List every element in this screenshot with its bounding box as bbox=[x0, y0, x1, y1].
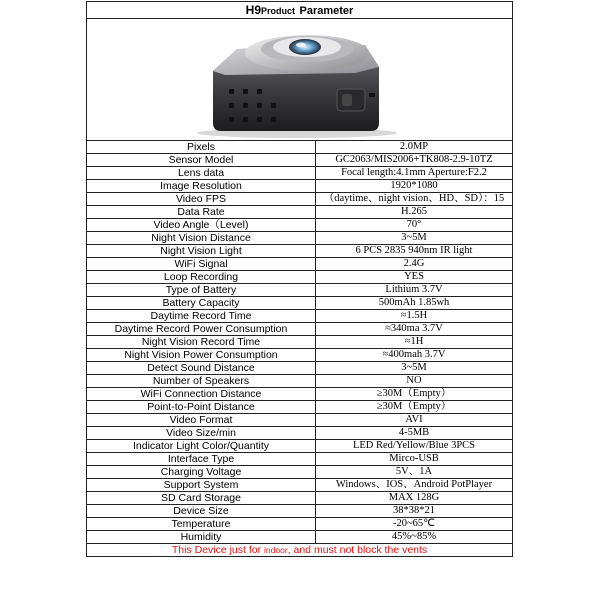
spec-value: Windows、IOS、Android PotPlayer bbox=[316, 479, 513, 492]
spec-row bbox=[87, 219, 512, 232]
spec-label: Daytime Record Time bbox=[87, 310, 316, 323]
spec-row bbox=[87, 154, 512, 167]
spec-row bbox=[87, 349, 512, 362]
spec-row bbox=[87, 492, 512, 505]
spec-value: 45%~85% bbox=[316, 531, 513, 544]
spec-value: 38*38*21 bbox=[316, 505, 513, 518]
spec-label: WiFi Signal bbox=[87, 258, 316, 271]
spec-sheet bbox=[86, 1, 513, 557]
spec-label: Interface Type bbox=[87, 453, 316, 466]
spec-row bbox=[87, 453, 512, 466]
spec-row bbox=[87, 375, 512, 388]
spec-table bbox=[87, 141, 512, 543]
spec-label: Night Vision Distance bbox=[87, 232, 316, 245]
spec-label: Point-to-Point Distance bbox=[87, 401, 316, 414]
spec-value: 2.0MP bbox=[399, 141, 429, 152]
spec-row bbox=[87, 531, 512, 544]
spec-row bbox=[87, 271, 512, 284]
spec-label: Type of Battery bbox=[87, 284, 316, 297]
spec-value: YES bbox=[316, 271, 513, 284]
spec-row bbox=[87, 401, 512, 414]
spec-row bbox=[87, 232, 512, 245]
spec-value: H.265 bbox=[316, 206, 513, 219]
spec-row bbox=[87, 440, 512, 453]
spec-value: MAX 128G bbox=[316, 492, 513, 505]
spec-row bbox=[87, 284, 512, 297]
spec-row bbox=[87, 310, 512, 323]
title-parameter: Parameter bbox=[299, 5, 354, 17]
spec-row bbox=[87, 141, 512, 154]
spec-label: Night Vision Power Consumption bbox=[87, 349, 316, 362]
spec-value: 70° bbox=[316, 219, 513, 232]
spec-row bbox=[87, 167, 512, 180]
spec-value: Lithium 3.7V bbox=[316, 284, 513, 297]
sheet-title bbox=[87, 2, 512, 19]
spec-label: Lens data bbox=[87, 167, 316, 180]
spec-label: Video Size/min bbox=[87, 427, 316, 440]
spec-row bbox=[87, 336, 512, 349]
warning-text-indoor: indoor bbox=[264, 545, 288, 555]
spec-value: ≈1H bbox=[316, 336, 513, 349]
warning-text-1: This Device just for bbox=[171, 544, 265, 556]
spec-value: 4-5MB bbox=[316, 427, 513, 440]
indoor-warning bbox=[87, 543, 512, 556]
spec-value: Focal length:4.1mm Aperture:F2.2 bbox=[316, 167, 513, 180]
spec-value: ≈340ma 3.7V bbox=[316, 323, 513, 336]
spec-value: ≥30M（Empty） bbox=[316, 388, 513, 401]
spec-label: Video FPS bbox=[87, 193, 316, 206]
spec-row bbox=[87, 206, 512, 219]
spec-label: WiFi Connection Distance bbox=[87, 388, 316, 401]
spec-value: ≥30M（Empty） bbox=[316, 401, 513, 414]
spec-row bbox=[87, 414, 512, 427]
title-model: H9 bbox=[245, 3, 262, 17]
spec-label: SD Card Storage bbox=[87, 492, 316, 505]
spec-label: Daytime Record Power Consumption bbox=[87, 323, 316, 336]
spec-value: 1920*1080 bbox=[316, 180, 513, 193]
warning-text-2: , and must not block the vents bbox=[287, 544, 428, 556]
spec-label: Video Angle（Level) bbox=[87, 219, 316, 232]
spec-value: LED Red/Yellow/Blue 3PCS bbox=[316, 440, 513, 453]
spec-label: Image Resolution bbox=[87, 180, 316, 193]
spec-row bbox=[87, 297, 512, 310]
spec-label: Detect Sound Distance bbox=[87, 362, 316, 375]
spec-row bbox=[87, 518, 512, 531]
spec-label: Number of Speakers bbox=[87, 375, 316, 388]
spec-value: AVI bbox=[316, 414, 513, 427]
spec-label: Loop Recording bbox=[87, 271, 316, 284]
spec-label: Night Vision Record Time bbox=[87, 336, 316, 349]
mini-camera-photo-icon bbox=[87, 19, 512, 140]
spec-row bbox=[87, 323, 512, 336]
spec-label: Battery Capacity bbox=[87, 297, 316, 310]
spec-value: （daytime、night vision、HD、SD）：15 bbox=[316, 193, 513, 206]
spec-label: Night Vision Light bbox=[87, 245, 316, 258]
spec-label: Humidity bbox=[87, 531, 316, 544]
spec-value: Mirco-USB bbox=[316, 453, 513, 466]
spec-row bbox=[87, 427, 512, 440]
spec-row bbox=[87, 193, 512, 206]
spec-label: Temperature bbox=[87, 518, 316, 531]
spec-value: 3~5M bbox=[316, 362, 513, 375]
spec-row bbox=[87, 466, 512, 479]
spec-label: Support System bbox=[87, 479, 316, 492]
spec-row bbox=[87, 180, 512, 193]
spec-value: NO bbox=[316, 375, 513, 388]
spec-label: Data Rate bbox=[87, 206, 316, 219]
product-photo bbox=[87, 19, 512, 141]
spec-value: 5V、1A bbox=[316, 466, 513, 479]
spec-label: Charging Voltage bbox=[87, 466, 316, 479]
spec-value: 6 PCS 2835 940nm IR light bbox=[316, 245, 513, 258]
spec-value: GC2063/MIS2006+TK808-2.9-10TZ bbox=[316, 154, 513, 167]
spec-label: Sensor Model bbox=[87, 154, 316, 167]
spec-value: 500mAh 1.85wh bbox=[316, 297, 513, 310]
spec-value: 3~5M bbox=[316, 232, 513, 245]
spec-value: ≈400mah 3.7V bbox=[316, 349, 513, 362]
spec-value: 2.4G bbox=[316, 258, 513, 271]
spec-row bbox=[87, 388, 512, 401]
spec-label: Indicator Light Color/Quantity bbox=[87, 440, 316, 453]
spec-row bbox=[87, 362, 512, 375]
spec-label: Device Size bbox=[87, 505, 316, 518]
title-product: Product bbox=[261, 6, 296, 16]
spec-label: Video Format bbox=[87, 414, 316, 427]
spec-value: -20~65℃ bbox=[316, 518, 513, 531]
spec-row bbox=[87, 245, 512, 258]
spec-value: ≈1.5H bbox=[316, 310, 513, 323]
spec-label: Pixels bbox=[87, 141, 316, 154]
spec-row bbox=[87, 258, 512, 271]
spec-row bbox=[87, 505, 512, 518]
spec-row bbox=[87, 479, 512, 492]
